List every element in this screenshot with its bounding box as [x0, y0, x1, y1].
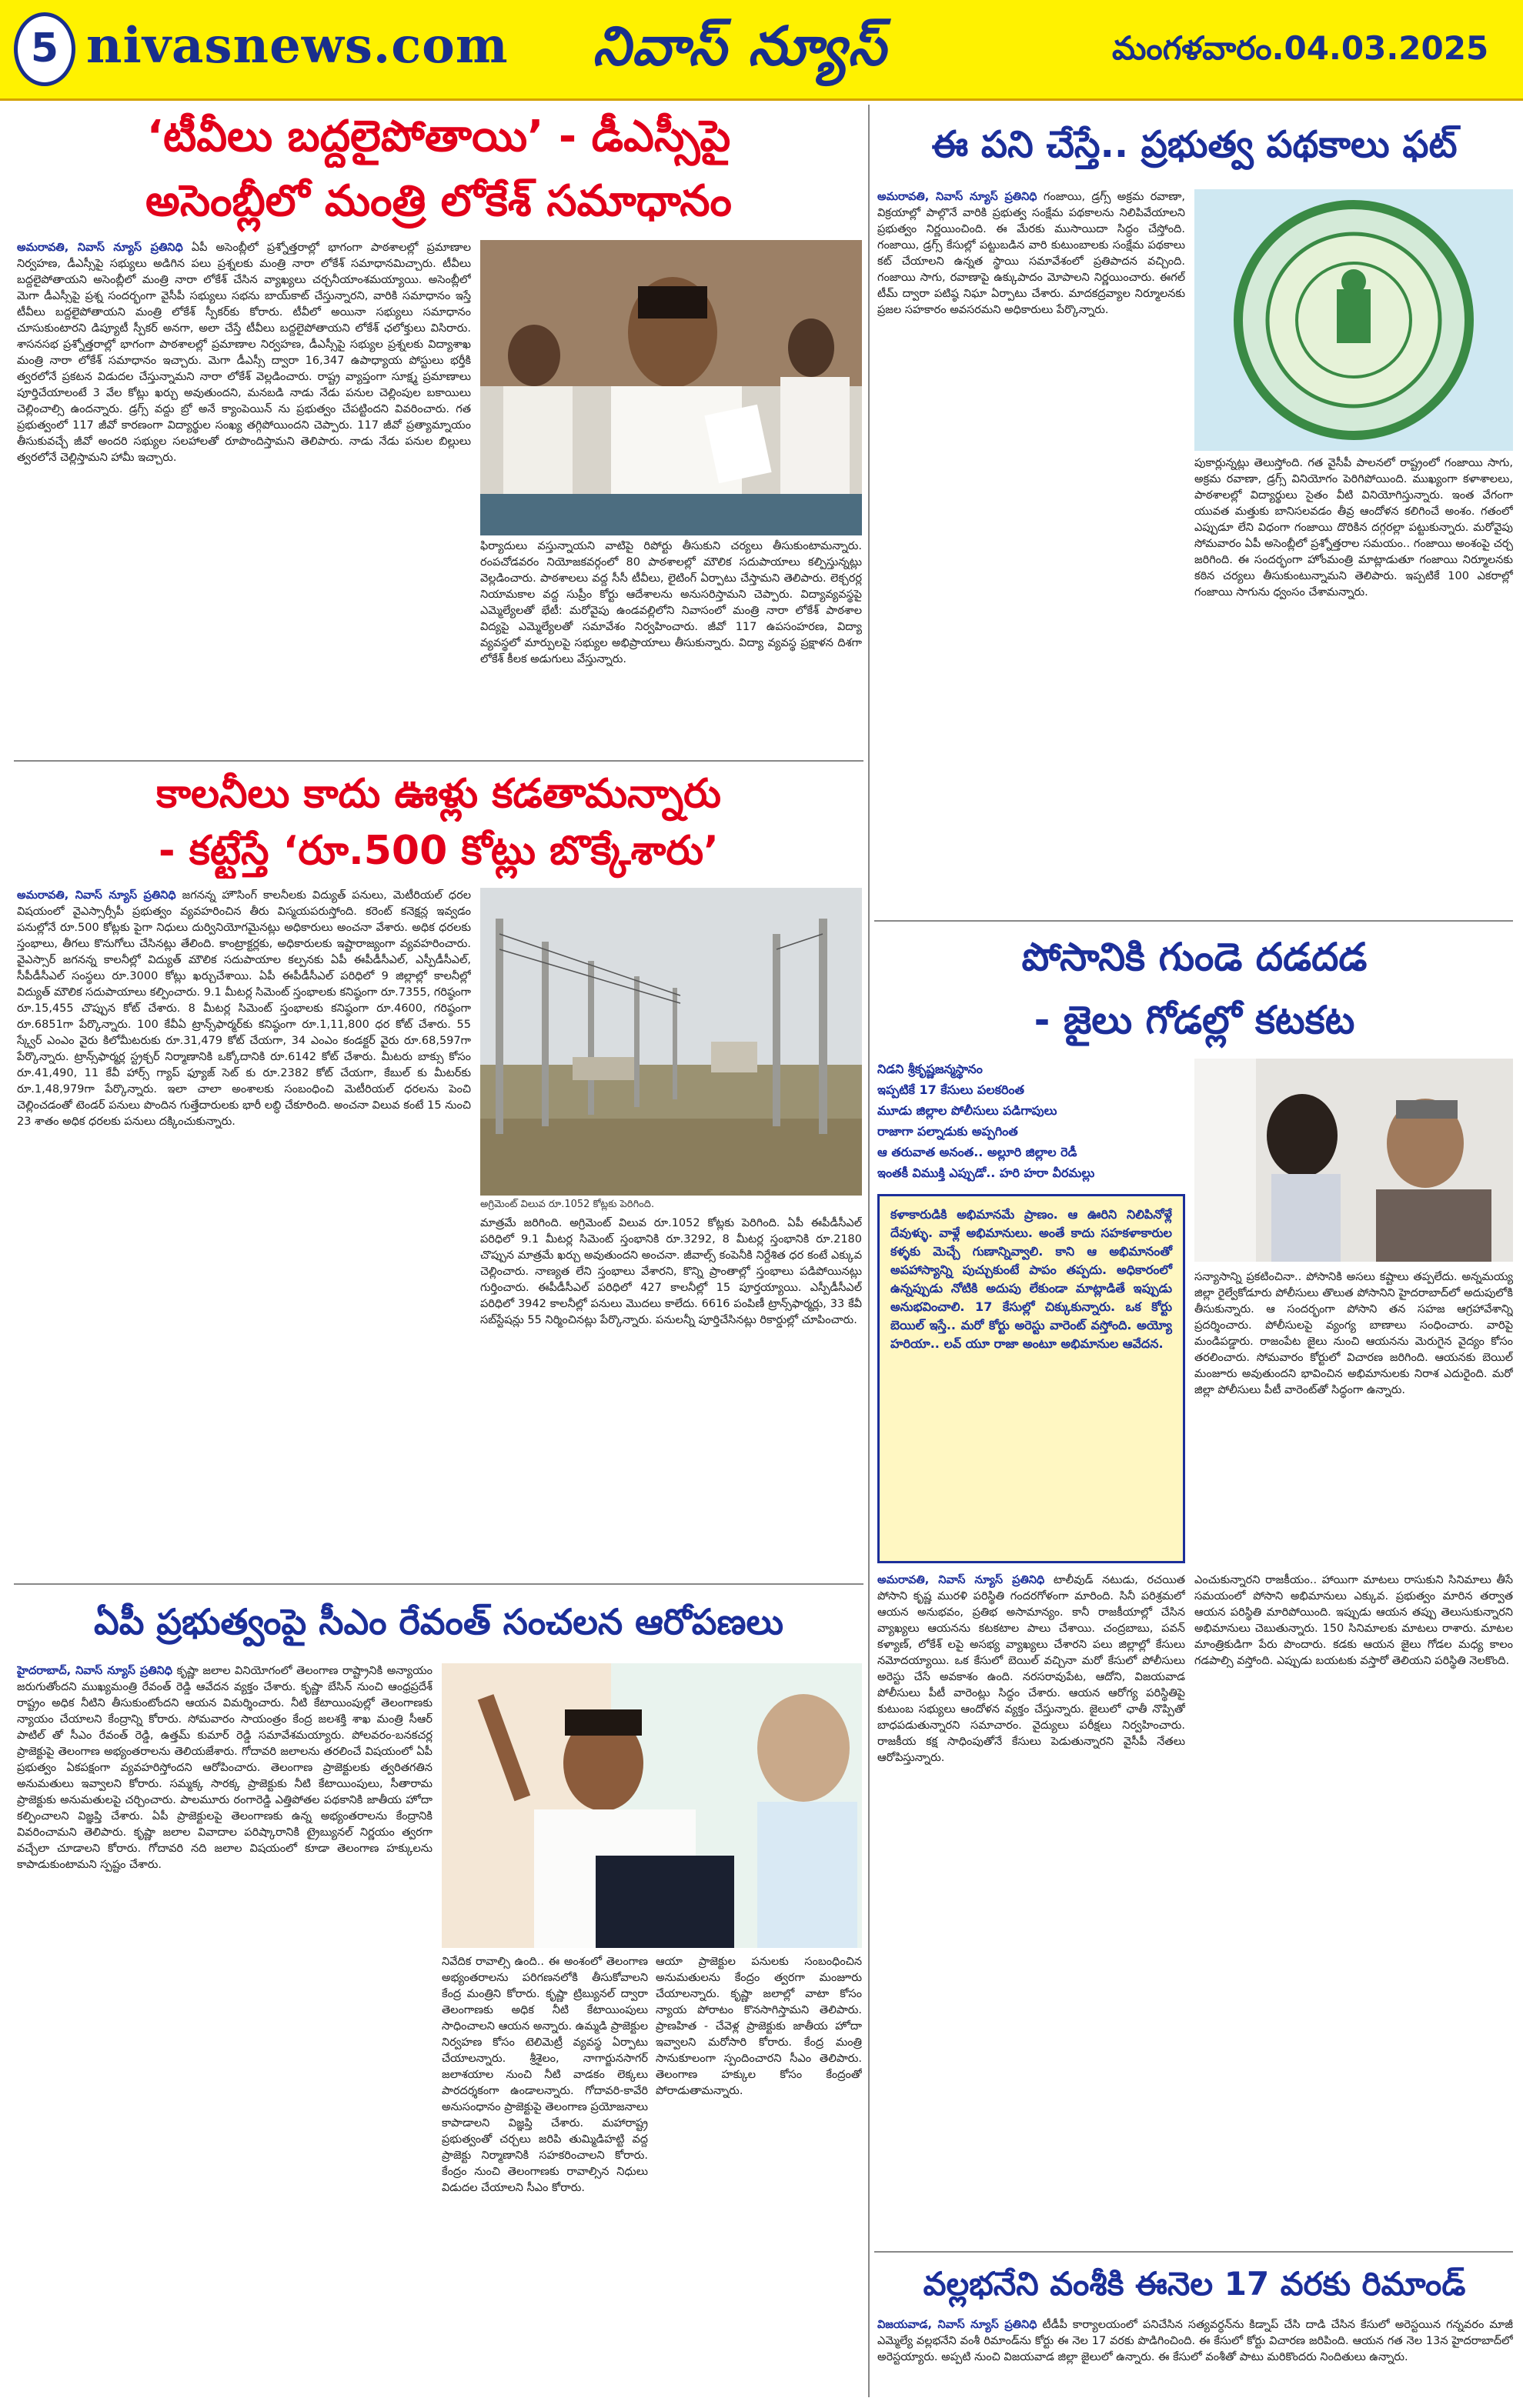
- divider-2: [14, 1583, 863, 1585]
- colonies-body-column-2: మాత్రమే జరిగింది. అగ్రిమెంట్ విలువ రూ.1052 కోట్లకు పెరిగింది. ఏపీ ఈపీడీసీఎల్ పరిధిలో 9.1 మీటర్ల సిమెంట్ స్తంభానికి రూ.3292, 8 మీటర్ల స్తంభానికి రూ.2180 చొప్పున మాత్రమే ఖర్చు అవుతుందని అంచనా. జీవాల్స్ కంపెనీకి నిర్దేశిత ధర కంటే ఎక్కువ చెల్లించారు. నాణ్యత లేని స్తంభాలు వేశారని, కొన్ని ప్రాంతాల్లో స్తంభాలు పడిపోయినట్లు గుర్తించారు. ఈపీడీసీఎల్ పరిధిలో 427 కాలనీల్లో 15 పూర్తయ్యాయి. ఎస్పీడీసీఎల్ పరిధిలో 3942 కాలనీల్లో పనులు మొదలు కాలేదు. 6616 పంపిణీ ట్రాన్స్‌ఫార్మర్లు, 33 కేవీ సబ్‌స్టేషన్లు 55 నిర్మించినట్లు పేర్కొన్నారు. పనులన్నీ పూర్తిచేసినట్లు రికార్డుల్లో చూపించారు.: [480, 1217, 862, 1326]
- posani-body-column-right: సన్యాసాన్ని ప్రకటించినా.. పోసానికి అసలు కష్టాలు తప్పలేదు. అన్నమయ్య జిల్లా రైల్వేకోడూరు పోలీసులు తొలుత పోసానిని హైదరాబాద్‌లో అదుపులోకి తీసుకున్నారు. ఆ సందర్భంగా పోసాని తన సహజ ఆగ్రహావేశాన్ని ప్రదర్శించారు. పోలీసులపై వ్యంగ్య బాణాలు సంధించారు. వారిపై మండిపడ్డారు. రాజంపేట జైలు నుంచి ఆయనను మెరుగైన వైద్యం కోసం తరలించారు. సోమవారం కోర్టులో విచారణ జరిగింది. ఆయనకు బెయిల్ మంజూరు అవుతుందని భావించిన అభిమానులకు నిరాశ ఎదురైంది. మరో జిల్లా పోలీసులు పీటీ వారెంట్‌తో సిద్ధంగా ఉన్నారు.: [1194, 1271, 1513, 1396]
- posani-body-text: టాలీవుడ్ నటుడు, రచయిత పోసాని కృష్ణ మురళి పరిస్థితి గందరగోళంగా మారింది. సినీ పరిశ్రమలో ఆయన అనుభవం, ప్రతిభ అసామాన్యం. కానీ రాజకీయాల్లో చేసిన వ్యాఖ్యలు ఆయనను కటకటాల పాలు చేశాయి. చంద్రబాబు, పవన్ కళ్యాణ్, లోకేశ్ లపై అసభ్య వ్యాఖ్యలు చేశారని పలు జిల్లాల్లో కేసులు నమోదయ్యాయి. ఒక కేసులో బెయిల్ వచ్చినా మరో కేసులో పోలీసులు అరెస్టు చేసే అవకాశం ఉంది. నరసరావుపేట, ఆదోని, విజయవాడ పోలీసులు పీటీ వారెంట్లు సిద్ధం చేశారు. ఆయన ఆరోగ్య పరిస్థితిపై కుటుంబ సభ్యులు ఆందోళన వ్యక్తం చేస్తున్నారు. జైలులో ఛాతీ నొప్పితో బాధపడుతున్నారని సమాచారం. వైద్యులు పరీక్షలు నిర్వహించారు. రాజకీయ కక్ష సాధింపుతోనే కేసులు పెడుతున్నారని వైసీపీ నేతలు ఆరోపిస్తున్నారు.: [877, 1574, 1185, 1764]
- posani-kicker-6: ఇంతకీ విముక్తి ఎప్పుడో.. హరి హరా వీరమల్లు: [877, 1166, 1095, 1180]
- posani-photo: [1194, 1059, 1513, 1262]
- ap-government-emblem-photo: [1194, 189, 1513, 451]
- posani-headline-line1: పోసానికి గుండె దడదడ: [1021, 935, 1368, 979]
- lokesh-body-text: ఏపీ అసెంబ్లీలో ప్రశ్నోత్తరాల్లో భాగంగా పాఠశాలల్లో ప్రమాణాల నిర్వహణ, డీఎస్సీపై సభ్యులు అడిగిన పలు ప్రశ్నలకు మంత్రి నారా లోకేశ్ సమాధానమిచ్చారు. టీవీలు బద్దలైపోతాయని అసెంబ్లీలో మంత్రి నారా లోకేశ్ చేసిన వ్యాఖ్యలు చర్చనీయాంశమయ్యాయి. అసెంబ్లీలో మెగా డీఎస్సీపై ప్రశ్న సందర్భంగా వైసీపీ సభ్యులు సభను బాయ్‌కాట్ చేస్తున్నారని, వారికి సమాధానం ఇస్తే టీవీలు బద్దలైపోతాయని మంత్రి లోకేశ్ స్పీకర్‌కు కోరారు. టీవీలో అయినా సభ్యులు సమాధానం చూసుకుంటారని డిప్యూటీ స్పీకర్ అనగా, అలా చేస్తే టీవీలు బద్దలైపోతాయని లోకేశ్ ఛలోక్తులు విసిరారు. శాసనసభ ప్రశ్నోత్తరాల్లో భాగంగా పాఠశాలల్లో ప్రమాణాల నిర్వహణ, డీఎస్సీపై సభ్యుల ప్రశ్నలకు విద్యాశాఖ మంత్రి నారా లోకేశ్ సమాధానం ఇచ్చారు. మెగా డీఎస్సీ ద్వారా 16,347 ఉపాధ్యాయ పోస్టులు భర్తీకి త్వరలోనే ప్రకటన విడుదల చేస్తున్నామని నారా లోకేశ్ వెల్లడించారు. రాష్ట్ర వ్యాప్తంగా సూక్ష్మ ప్రమాణాలు పూర్తిచేయాలంటే 3 వేల కోట్లు ఖర్చు అవుతుందని, మనబడి నాడు నేడు పనుల చెల్లింపుల బకాయిలు చెల్లించాల్సి ఉందన్నారు. డ్రగ్స్ వద్దు బ్రో అనే క్యాంపెయిన్ ను ప్రభుత్వం చేపట్టిందని వివరించారు. గత ప్రభుత్వంలో 117 జీవో కారణంగా విద్యార్థుల సంఖ్య తగ్గిపోయిందని చెప్పారు. 117 జీవో ప్రత్యామ్నాయం తీసుకువచ్చే జీవో అందరి సభ్యుల సలహాలతో రూపొందిస్తామని తెలిపారు. నాడు నేడు పనుల బిల్లులు త్వరలోనే చెల్లిస్తామని హామీ ఇచ్చారు.: [17, 242, 471, 464]
- colonies-dateline: అమరావతి, నివాస్ న్యూస్ ప్రతినిధి: [17, 889, 176, 902]
- posani-body-column-left: [877, 1573, 1185, 2246]
- vamsi-body: [877, 2317, 1513, 2394]
- government-emblem-icon: [1194, 189, 1513, 451]
- posani-highlight-box: కళాకారుడికి అభిమానమే ప్రాణం. ఆ ఊరిని నిలిపినోళ్లే దేవుళ్ళు. వాళ్లే అభిమానులు. అంతే కాదు సహకళాకారుల కళ్ళకు మెచ్చే గుణాన్నివ్వాలి. కాని ఆ అభిమానంతో అపహాస్యాన్ని పుచ్చుకుంటే పాపం తప్పదు. అధికారంలో ఉన్నప్పుడు నోటికి అదుపు లేకుండా మాట్లాడితే ఇప్పుడు అనుభవించాలి. 17 కేసుల్లో చిక్కుకున్నారు. ఒక కోర్టు బెయిల్ ఇస్తే.. మరో కోర్టు అరెస్టు వారెంట్ వస్తోంది. అయ్యో హరియా.. లవ్ యూ రాజా అంటూ అభిమానుల ఆవేదన.: [877, 1194, 1185, 1563]
- schemes-dateline: అమరావతి, నివాస్ న్యూస్ ప్రతినిధి: [877, 191, 1037, 203]
- colonies-headline-line2: - కట్టేస్తే ‘రూ.500 కోట్లు బొక్కేశారు’: [159, 828, 719, 874]
- revanth-body-column-3: ఆయా ప్రాజెక్టుల పనులకు సంబంధించిన అనుమతులను కేంద్రం త్వరగా మంజూరు చేయాలన్నారు. కృష్ణా జలాల్లో వాటా కోసం న్యాయ పోరాటం కొనసాగిస్తామని తెలిపారు. ప్రాణహిత - చేవెళ్ల ప్రాజెక్టుకు జాతీయ హోదా ఇవ్వాలని మరోసారి కోరారు. కేంద్ర మంత్రి సానుకూలంగా స్పందించారని సీఎం తెలిపారు. తెలంగాణ హక్కుల కోసం కేంద్రంతో పోరాడుతామన్నారు.: [656, 1956, 862, 2097]
- posani-kicker-4: రాజాగా పల్నాడుకు అప్పగింత: [877, 1124, 1018, 1139]
- lokesh-headline-line1: ‘టీవీలు బద్దలైపోతాయి’ - డీఎస్సీపై: [146, 112, 731, 162]
- colonies-electric-poles-photo: [480, 888, 862, 1196]
- colonies-body-text: జగనన్న హౌసింగ్ కాలనీలకు విద్యుత్ పనులు, మెటీరియల్ ధరల విషయంలో వైఎస్సార్సీపీ ప్రభుత్వం వ్యవహరించిన తీరు విస్మయపరుస్తోంది. కరెంట్ కనెక్షన్ల ఇవ్వడం పనుల్లోనే రూ.500 కోట్లకు పైగా నిధులు దుర్వినియోగమైనట్లు అధికారులు అంచనా వేశారు. అధిక ధరలకు స్తంభాలు, తీగలు కొనుగోలు చేసినట్లు తేలింది. కాంట్రాక్టర్లకు, అధికారులకు ఇష్టారాజ్యంగా వ్యవహరించారు. వైఎస్సార్ జగనన్న కాలనీల్లో విద్యుత్ మౌలిక సదుపాయాల కల్పనకు ఏపీ ఈపీడీసీఎల్, ఎస్పీడీసీఎల్, సీపీడీసీఎల్ సంస్థలు రూ.3000 కోట్లు ఖర్చుచేశాయి. ఏపీ ఈపీడీసీఎల్ పరిధిలో 9 జిల్లాల్లో కాలనీల్లో విద్యుత్ మౌలిక సదుపాయాలు కల్పించారు. 9.1 మీటర్ల సిమెంట్ స్తంభాలకు కనిష్ఠంగా రూ.7355, గరిష్ఠంగా రూ.15,455 చొప్పున కోట్ చేశారు. 8 మీటర్ల సిమెంట్ స్తంభాలకు కనిష్ఠంగా రూ.4600, గరిష్ఠంగా రూ.6851గా పేర్కొన్నారు. 100 కేవీఏ ట్రాన్స్‌ఫార్మర్‌కు కనిష్ఠంగా రూ.1,11,800 ధర కోట్ చేశారు. 55 స్క్వేర్ ఎంఎం వైరు కిలోమీటరుకు రూ.31,479 కోట్ చేయగా, 34 ఎంఎం కండక్టర్ వైరు రూ.68,597గా పేర్కొన్నారు. ట్రాన్స్‌ఫార్మర్ల స్ట్రక్చర్ నిర్మాణానికి ఒక్కోదానికి రూ.6142 కోట్ చేశారు. మీటరు బాక్సు కోసం రూ.41,490, 11 కేవీ హార్స్ గ్యాప్ ఫ్యూజ్ సెట్ కు రూ.2382 కోట్ చేయగా, కేబుల్ కు మీటర్‌కు రూ.1,48,979గా పేర్కొన్నారు. ఇలా చాలా అంశాలకు సంబంధించి మెటీరియల్ ధరలను పెంచి చెల్లించడంతో టెండర్ పనులు పొందిన గుత్తేదారులకు భారీ లబ్ధి చేకూరింది. అంచనా విలువ కంటే 15 నుంచి 23 శాతం అధిక ధరలకు పనులు దక్కించుకున్నారు.: [17, 889, 471, 1128]
- lokesh-headline-line2: అసెంబ్లీలో మంత్రి లోకేశ్ సమాధానం: [145, 176, 732, 226]
- colonies-body-column-1: [17, 888, 471, 1577]
- schemes-body-column-2: పుకార్లున్నట్లు తెలుస్తోంది. గత వైసీపీ పాలనలో రాష్ట్రంలో గంజాయి సాగు, అక్రమ రవాణా, డ్రగ్స్ వినియోగం పెరిగిపోయింది. ముఖ్యంగా కళాశాలలు, పాఠశాలల్లో విద్యార్థులు సైతం వీటి వినియోగిస్తున్నారు. ఇంత వేగంగా యువత మత్తుకు బానిసలవడం తీవ్ర ఆందోళన కలిగించే అంశం. గతంలో ఎప్పుడూ లేని విధంగా గంజాయి దొరికిన దగ్గరల్లా పట్టుకున్నారు. మరోవైపు సోమవారం ఏపీ అసెంబ్లీలో ప్రశ్నోత్తరాల సమయం.. గంజాయి అంశంపై చర్చ జరిగింది. ఈ సందర్భంగా హోంమంత్రి మాట్లాడుతూ గంజాయి నిర్మూలనకు కఠిన చర్యలు తీసుకుంటున్నామని తెలిపారు. ఇప్పటికే 100 ఎకరాల్లో గంజాయి సాగును ధ్వంసం చేశామన్నారు.: [1194, 457, 1513, 599]
- posani-photo-illustration: [1194, 1059, 1513, 1262]
- posani-kicker-3: మూడు జిల్లాల పోలీసులు పడిగాపులు: [877, 1103, 1057, 1118]
- posani-kicker-5: ఆ తరువాత అనంత.. అల్లూరి జిల్లాల రెడీ: [877, 1145, 1077, 1159]
- vamsi-dateline: విజయవాడ, నివాస్ న్యూస్ ప్రతినిధి: [877, 2319, 1037, 2331]
- colonies-photo-caption: అగ్రిమెంట్ విలువ రూ.1052 కోట్లకు పెరిగింది.: [480, 1199, 655, 1210]
- divider-3: [874, 920, 1513, 922]
- posani-headline-line2: - జైలు గోడల్లో కటకట: [1034, 998, 1355, 1042]
- posani-kicker-1: నిడని శ్రీకృష్ణజన్మస్థానం: [877, 1062, 983, 1076]
- schemes-body-column-1: [877, 189, 1185, 762]
- newspaper-name: నివాస్ న్యూస్: [593, 14, 887, 78]
- revanth-body-column-1: [17, 1663, 433, 2393]
- lokesh-body-column-1: [17, 240, 471, 648]
- column-separator: [868, 105, 870, 2397]
- lokesh-dateline: అమరావతి, నివాస్ న్యూస్ ప్రతినిధి: [17, 242, 183, 254]
- lokesh-photo-illustration: [480, 240, 862, 535]
- schemes-body-text: గంజాయి, డ్రగ్స్ అక్రమ రవాణా, విక్రయాల్లో పాల్గొనే వారికి ప్రభుత్వ సంక్షేమ పథకాలను నిలిపివేయాలని ప్రభుత్వం నిర్ణయించింది. ఈ మేరకు ముసాయిదా సిద్ధం చేస్తోంది. గంజాయి, డ్రగ్స్ కేసుల్లో పట్టుబడిన వారి కుటుంబాలకు సంక్షేమ పథకాలు కట్ చేయాలని ఉన్నత స్థాయి సమావేశంలో ప్రతిపాదన వచ్చింది. గంజాయి సాగు, రవాణాపై ఉక్కుపాదం మోపాలని నిర్ణయించారు. ఈగల్ టీమ్ ద్వారా పటిష్ఠ నిఘా ఏర్పాటు చేశారు. మాదకద్రవ్యాల నిర్మూలనకు ప్రజల సహకారం అవసరమని అధికారులు పేర్కొన్నారు.: [877, 191, 1185, 316]
- revanth-dateline: హైదరాబాద్, నివాస్ న్యూస్ ప్రతినిధి: [17, 1665, 172, 1677]
- vamsi-body-text: టీడీపీ కార్యాలయంలో పనిచేసిన సత్యవర్ధన్‌ను కిడ్నాప్ చేసి దాడి చేసిన కేసులో అరెస్టయిన గన్నవరం మాజీ ఎమ్మెల్యే వల్లభనేని వంశీ రిమాండ్‌ను కోర్టు ఈ నెల 17 వరకు పొడిగించింది. ఈ కేసులో కోర్టు విచారణ జరిపింది. ఆయన గత నెల 13న హైదరాబాద్‌లో అరెస్టయ్యారు. అప్పటి నుంచి విజయవాడ జిల్లా జైలులో ఉన్నారు. ఈ కేసులో వంశీతో పాటు మరికొందరు నిందితులు ఉన్నారు.: [877, 2319, 1513, 2363]
- page-number: 5: [14, 12, 75, 86]
- site-url[interactable]: nivasnews.com: [86, 17, 509, 75]
- issue-date: మంగళవారం.04.03.2025: [1112, 29, 1489, 67]
- revanth-body-column-2: నివేదిక రావాల్సి ఉంది.. ఈ అంశంలో తెలంగాణ అభ్యంతరాలను పరిగణనలోకి తీసుకోవాలని కేంద్ర మంత్రిని కోరారు. కృష్ణా ట్రిబ్యునల్ ద్వారా తెలంగాణకు అధిక నీటి కేటాయింపులు సాధించాలని ఆయన అన్నారు. ఉమ్మడి ప్రాజెక్టుల నిర్వహణ కోసం టెలిమెట్రీ వ్యవస్థ ఏర్పాటు చేయాలన్నారు. శ్రీశైలం, నాగార్జునసాగర్ జలాశయాల నుంచి నీటి వాడకం లెక్కలు పారదర్శకంగా ఉండాలన్నారు. గోదావరి-కావేరి అనుసంధానం ప్రాజెక్టుపై తెలంగాణ ప్రయోజనాలు కాపాడాలని విజ్ఞప్తి చేశారు. మహారాష్ట్ర ప్రభుత్వంతో చర్చలు జరిపి తుమ్మిడిహట్టి వద్ద ప్రాజెక్టు నిర్మాణానికి సహకరించాలని కోరారు. కేంద్రం నుంచి తెలంగాణకు రావాల్సిన నిధులు విడుదల చేయాలని సీఎం కోరారు.: [442, 1956, 648, 2194]
- posani-kicker-lines: [877, 1059, 1185, 1186]
- divider-1: [14, 760, 863, 762]
- revanth-body-text: కృష్ణా జలాల వినియోగంలో తెలంగాణ రాష్ట్రానికి అన్యాయం జరుగుతోందని ముఖ్యమంత్రి రేవంత్ రెడ్డి ఆవేదన వ్యక్తం చేశారు. కృష్ణా బేసిన్ నుంచి ఆంధ్రప్రదేశ్ రాష్ట్రం అధిక నీటిని తీసుకుంటోందని ఆయన విమర్శించారు. నీటి కేటాయింపుల్లో తెలంగాణకు న్యాయం చేయాలని కేంద్రాన్ని కోరారు. సోమవారం సాయంత్రం కేంద్ర జలశక్తి శాఖ మంత్రి సీఆర్ పాటిల్ తో సీఎం రేవంత్ రెడ్డి, ఉత్తమ్ కుమార్ రెడ్డి సమావేశమయ్యారు. పోలవరం-బనకచర్ల ప్రాజెక్టుపై తెలంగాణ అభ్యంతరాలను తెలియజేశారు. గోదావరి జలాలను తరలించే విషయంలో ఏపీ ప్రభుత్వం ఏకపక్షంగా వ్యవహరిస్తోందని ఆరోపించారు. తెలంగాణ ప్రాజెక్టులకు త్వరితగతిన అనుమతులు ఇవ్వాలని కోరారు. సమ్మక్క సారక్క ప్రాజెక్టుకు నీటి కేటాయింపులు, సీతారామ ప్రాజెక్టుకు అనుమతులపై చర్చించారు. పాలమూరు రంగారెడ్డి ఎత్తిపోతల పథకానికి జాతీయ హోదా కల్పించాలని విజ్ఞప్తి చేశారు. ఏపీ ప్రాజెక్టులపై తెలంగాణకు ఉన్న అభ్యంతరాలను కేంద్రానికి వివరించామని తెలిపారు. కృష్ణా జలాల వివాదాల పరిష్కారానికి ట్రైబ్యునల్ నిర్ణయం త్వరగా వచ్చేలా చూడాలని కోరారు. గోదావరి నది జలాల విషయంలో కూడా తెలంగాణ హక్కులను కాపాడుకుంటామని స్పష్టం చేశారు.: [17, 1665, 433, 1871]
- revanth-photo-illustration: [442, 1663, 862, 1948]
- revanth-speech-photo: [442, 1663, 862, 1948]
- schemes-headline: ఈ పని చేస్తే.. ప్రభుత్వ పథకాలు ఫట్: [931, 123, 1458, 166]
- posani-body-column-right-2: ఎంచుకున్నారని రాజకీయం.. హాయిగా మాటలు రాసుకుని సినిమాలు తీసే సమయంలో పోసాని అభిమానులు ఎక్కువ. ప్రభుత్వం మారిన తర్వాత ఆయన పరిస్థితి మారిపోయింది. ఇప్పుడు ఆయన తప్పు తెలుసుకున్నారని అభిమానులు చెబుతున్నారు. 150 సినిమాలకు మాటలు రాశారు. మాటల మాంత్రికుడిగా పేరు పొందారు. కడకు ఆయన జైలు గోడల మధ్య కాలం గడపాల్సి వస్తోంది. ఎప్పుడు బయటకు వస్తారో తెలియని పరిస్థితి నెలకొంది.: [1194, 1574, 1513, 1667]
- lokesh-body-column-2: ఫిర్యాదులు వస్తున్నాయని వాటిపై రిపోర్టు తీసుకుని చర్యలు తీసుకుంటామన్నారు. రంపచోడవరం నియోజకవర్గంలో 80 పాఠశాలల్లో మౌలిక సదుపాయాలు కల్పిస్తున్నట్లు వెల్లడించారు. పాఠశాలలు వద్ద సీసీ టీవీలు, లైటింగ్ ఏర్పాటు చేస్తామని తెలిపారు. లెక్చరర్ల నియామకాల వద్ద సుప్రీం కోర్టు ఆదేశాలను అనుసరిస్తామని చెప్పారు. విద్యావ్యవస్థపై ఎమ్మెల్యేలతో భేటీ: మరోవైపు ఉండవల్లిలోని నివాసంలో మంత్రి నారా లోకేశ్ పాఠశాల విద్యపై ఎమ్మెల్యేలతో సమావేశం నిర్వహించారు. జీవో 117 ఉపసంహరణ, విద్యా వ్యవస్థలో మార్పులపై సభ్యుల అభిప్రాయాలు తీసుకున్నారు. విద్యా వ్యవస్థ ప్రక్షాళన దిశగా లోకేశ్ కీలక అడుగులు వేస్తున్నారు.: [480, 540, 862, 665]
- posani-dateline: అమరావతి, నివాస్ న్యూస్ ప్రతినిధి: [877, 1574, 1045, 1586]
- revanth-headline: ఏపీ ప్రభుత్వంపై సీఎం రేవంత్ సంచలన ఆరోపణలు: [93, 1601, 784, 1643]
- posani-kicker-2: ఇప్పటికే 17 కేసులు పలకరింత: [877, 1082, 1024, 1097]
- divider-4: [874, 2251, 1513, 2253]
- electric-poles-illustration: [480, 888, 862, 1196]
- vamsi-headline: వల్లభనేని వంశీకి ఈనెల 17 వరకు రిమాండ్: [923, 2265, 1466, 2303]
- lokesh-assembly-photo: [480, 240, 862, 535]
- lokesh-body-continuation: [17, 651, 471, 754]
- colonies-headline-line1: కాలనీలు కాదు ఊళ్లు కడతామన్నారు: [156, 771, 721, 817]
